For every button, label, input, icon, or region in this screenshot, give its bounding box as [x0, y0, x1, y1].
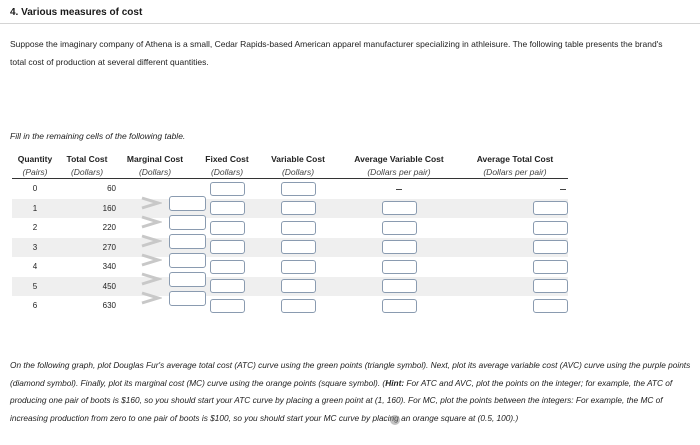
table-row — [12, 218, 568, 238]
header-atc: Average Total Cost — [476, 153, 554, 164]
total-cost-cell: 60 — [107, 184, 116, 194]
total-cost-cell: 340 — [102, 262, 116, 272]
fixed-cost-input[interactable] — [210, 201, 245, 215]
variable-cost-input[interactable] — [281, 260, 316, 274]
unit-avc: (Dollars per pair) — [367, 166, 431, 177]
units-row — [12, 165, 568, 179]
unit-variable-cost: (Dollars) — [281, 166, 315, 177]
chevron-right-icon — [140, 233, 162, 249]
atc-input[interactable] — [533, 299, 568, 313]
header-total-cost: Total Cost — [66, 153, 108, 164]
avc-input[interactable] — [382, 201, 417, 215]
atc-dash — [560, 189, 566, 190]
quantity-cell: 0 — [32, 184, 38, 194]
quantity-cell: 2 — [32, 223, 38, 233]
chevron-right-icon — [140, 214, 162, 230]
total-cost-cell: 160 — [102, 203, 116, 213]
atc-input[interactable] — [533, 260, 568, 274]
avc-input[interactable] — [382, 299, 417, 313]
header-marginal-cost: Marginal Cost — [126, 153, 184, 164]
variable-cost-input[interactable] — [281, 201, 316, 215]
marginal-cost-inputs — [140, 195, 212, 308]
atc-input[interactable] — [533, 240, 568, 254]
fixed-cost-input[interactable] — [210, 279, 245, 293]
chevron-right-icon — [140, 195, 162, 211]
marginal-cost-input[interactable] — [169, 272, 206, 287]
table-row — [12, 199, 568, 219]
intro-paragraph: Suppose the imaginary company of Athena is a small, Cedar Rapids-based American apparel manufacturer specializing in athleisure. The following table presents the brand's total cost of production at several different quantities. — [10, 39, 663, 67]
fixed-cost-input[interactable] — [210, 221, 245, 235]
variable-cost-input[interactable] — [281, 240, 316, 254]
table-row — [12, 238, 568, 258]
variable-cost-input[interactable] — [281, 279, 316, 293]
graph-instructions-part2: For ATC and AVC, plot the points on the integer; for example, the ATC of producing one pair of boots is $160, so you should start your ATC curve by placing a green point at (1, 160). For MC, plot the points between the integers: For example, the MC of increasing production from zero to one pair of boots is $100, so you should start your MC curve by placing an orange square at (0.5, 100).) — [10, 377, 673, 423]
header-fixed-cost: Fixed Cost — [205, 153, 249, 164]
unit-fixed-cost: (Dollars) — [210, 166, 244, 177]
marginal-cost-input[interactable] — [169, 215, 206, 230]
quantity-cell: 3 — [32, 242, 38, 252]
unit-total-cost: (Dollars) — [70, 166, 104, 177]
fixed-cost-input[interactable] — [210, 260, 245, 274]
variable-cost-input[interactable] — [281, 221, 316, 235]
atc-input[interactable] — [533, 279, 568, 293]
avc-input[interactable] — [382, 279, 417, 293]
chevron-right-icon — [140, 252, 162, 268]
table-row — [12, 296, 568, 316]
atc-input[interactable] — [533, 201, 568, 215]
header-variable-cost: Variable Cost — [271, 153, 325, 164]
quantity-cell: 4 — [32, 262, 38, 272]
fixed-cost-input[interactable] — [210, 240, 245, 254]
unit-quantity: (Pairs) — [22, 166, 48, 177]
quantity-cell: 5 — [32, 281, 38, 291]
variable-cost-input[interactable] — [281, 299, 316, 313]
quantity-cell: 1 — [32, 203, 38, 213]
mouse-cursor — [390, 415, 400, 425]
marginal-cost-input[interactable] — [169, 196, 206, 211]
graph-instructions-part1: On the following graph, plot Douglas Fur's average total cost (ATC) curve using the green points (triangle symbol). Next, plot its average variable cost (AVC) curve using the purple points (diamond symbol). Finally, plot its marginal cost (MC) curve using the orange points (square symbol). ( — [10, 360, 691, 388]
marginal-cost-input[interactable] — [169, 253, 206, 268]
total-cost-cell: 220 — [102, 223, 116, 233]
hint-label: Hint: — [385, 377, 405, 388]
chevron-right-icon — [140, 290, 162, 306]
header-row — [12, 152, 568, 165]
variable-cost-input[interactable] — [281, 182, 316, 196]
question-title: 4. Various measures of cost — [10, 7, 143, 18]
fixed-cost-input[interactable] — [210, 182, 245, 196]
table-instruction: Fill in the remaining cells of the following table. — [10, 131, 186, 141]
table-row — [12, 257, 568, 277]
table-row — [12, 179, 568, 199]
marginal-cost-input[interactable] — [169, 291, 206, 306]
title-divider — [0, 23, 700, 24]
total-cost-cell: 630 — [102, 301, 116, 311]
quantity-cell: 6 — [32, 301, 38, 311]
avc-input[interactable] — [382, 260, 417, 274]
avc-input[interactable] — [382, 240, 417, 254]
atc-input[interactable] — [533, 221, 568, 235]
total-cost-cell: 270 — [102, 242, 116, 252]
chevron-right-icon — [140, 271, 162, 287]
avc-input[interactable] — [382, 221, 417, 235]
graph-instructions — [10, 357, 692, 427]
total-cost-cell: 450 — [102, 281, 116, 291]
fixed-cost-input[interactable] — [210, 299, 245, 313]
header-avc: Average Variable Cost — [354, 153, 444, 164]
cost-table — [12, 152, 568, 316]
marginal-cost-input[interactable] — [169, 234, 206, 249]
header-quantity: Quantity — [17, 153, 53, 164]
avc-dash — [396, 189, 402, 190]
unit-atc: (Dollars per pair) — [483, 166, 547, 177]
unit-marginal-cost: (Dollars) — [138, 166, 172, 177]
table-row — [12, 277, 568, 297]
